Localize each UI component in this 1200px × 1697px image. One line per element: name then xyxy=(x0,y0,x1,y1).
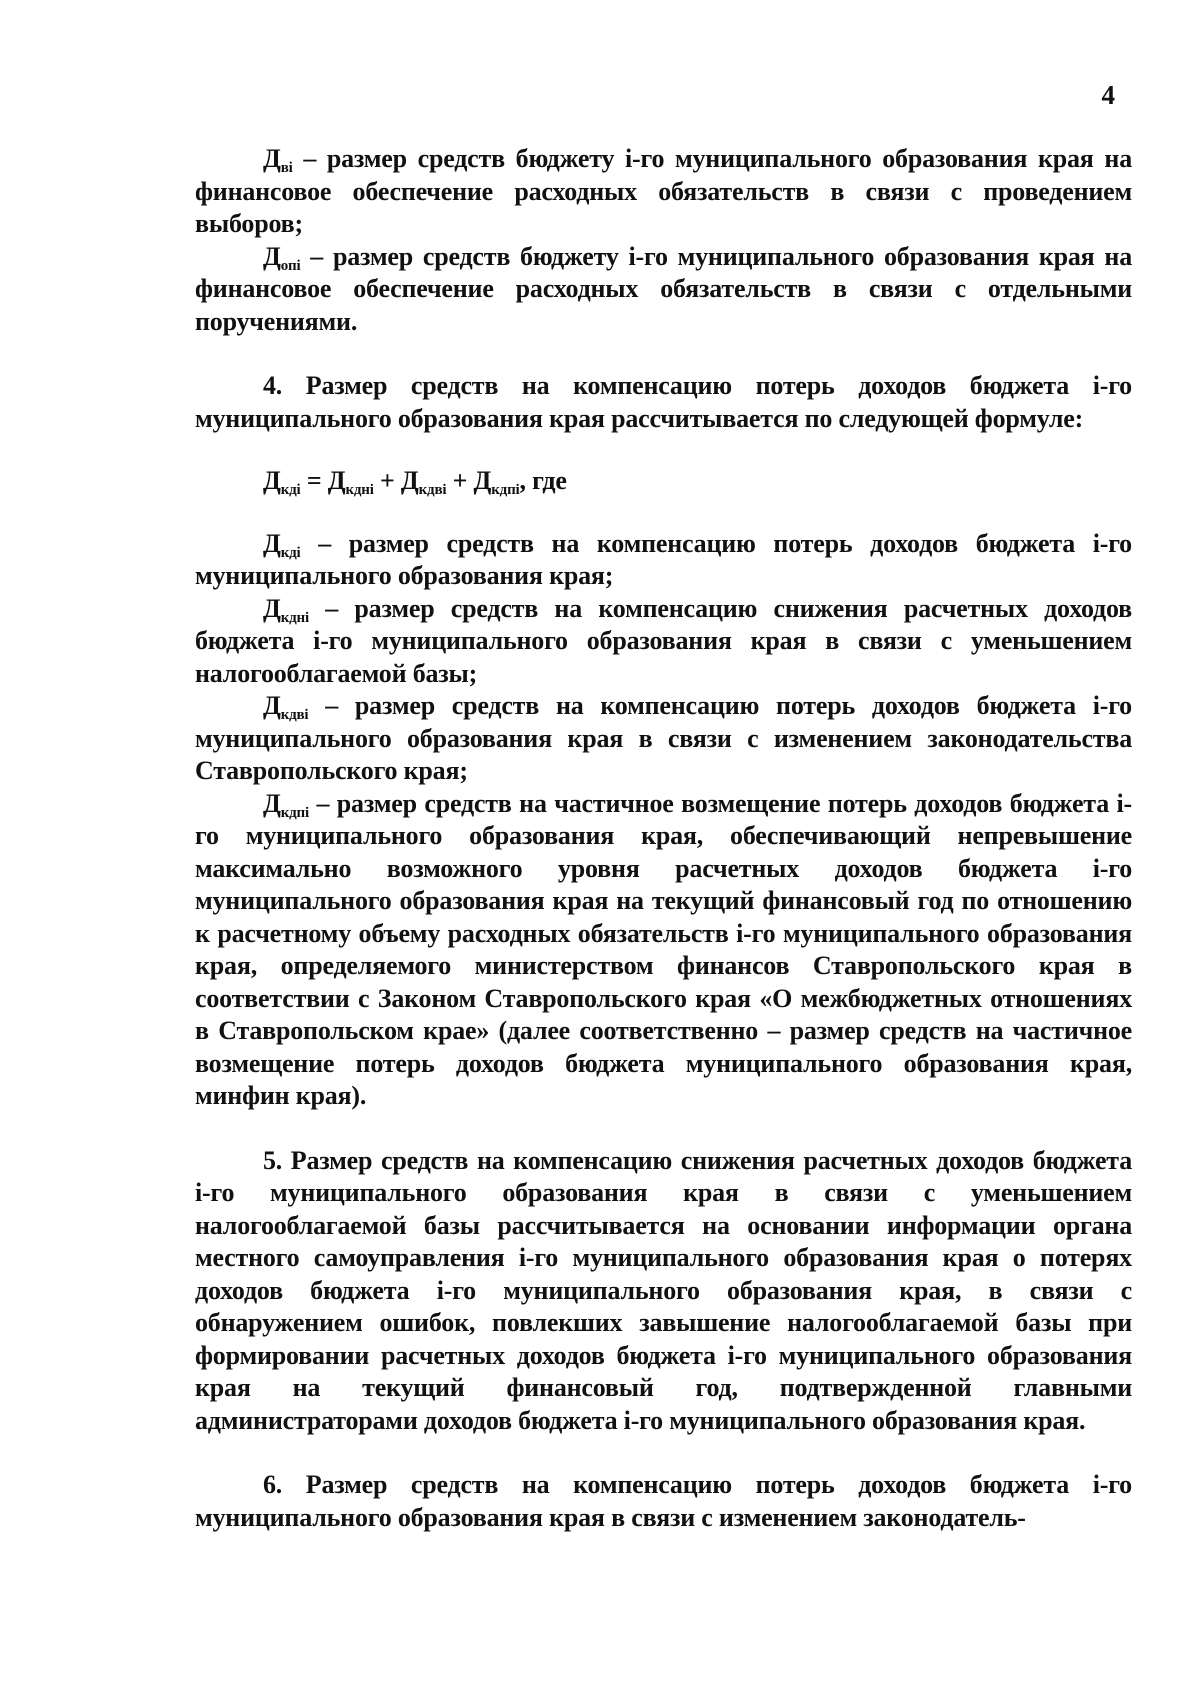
symbol-d-oni: $Д_{oпi}$ xyxy=(263,241,301,274)
page-number: 4 xyxy=(1101,80,1115,110)
paragraph-6: 6. Размер средств на компенсацию потерь доходов бюджета і-го муниципального образования края в связи с изменением законодатель- xyxy=(195,1470,1132,1532)
paragraph-dkdni-definition: $Д_{кдні}$ – размер средств на компенсацию снижения расчетных доходов бюджета і-го муниципального образования края в связи с уменьшением налогооблагаемой базы; xyxy=(195,593,1132,688)
symbol-d-kdi: $Д_{кдi}$ xyxy=(263,466,301,498)
paragraph-dkdi-definition: $Д_{кдi}$ – размер средств на компенсацию потерь доходов бюджета і-го муниципального образования края; xyxy=(195,528,1132,590)
formula-dkdi: $Д_{кдi} = Д_{кдні} + Д_{кдві} + Д_{кдпі}$, где xyxy=(263,466,567,498)
symbol-d-kdni: $Д_{кдні}$ xyxy=(263,593,309,626)
paragraph-dvi-definition: $Д_{вi}$ – размер средств бюджету і-го муниципального образования края на финансовое обеспечение расходных обязательств в связи с проведением выборов; xyxy=(195,144,1132,238)
symbol-d-kdpi: $Д_{кдпі}$ xyxy=(263,788,309,821)
paragraph-doni-definition: $Д_{oпi}$ – размер средств бюджету і-го муниципального образования края на финансовое обеспечение расходных обязательств в связи с отдельными поручениями. xyxy=(195,241,1132,336)
symbol-d-kdpi: $Д_{кдпі}$ xyxy=(473,466,520,498)
symbol-d-vi: $Д_{вi}$ xyxy=(263,144,293,176)
paragraph-5: 5. Размер средств на компенсацию снижения расчетных доходов бюджета і-го муниципального образования края в связи с уменьшением налогооблагаемой базы рассчитывается на основании информации органа местного самоуправления і-го муниципального образования края о потерях доходов бюджета і-го муниципального образования края, в связи с обнаружением ошибок, повлекших завышение налогооблагаемой базы при формировании расчетных доходов бюджета і-го муниципального образования края на текущий финансовый год, подтвержденной главными администраторами доходов бюджета і-го муниципального образования края. xyxy=(195,1145,1132,1435)
document-body xyxy=(195,143,1132,1534)
paragraph-dkdvi-definition: $Д_{кдві}$ – размер средств на компенсацию потерь доходов бюджета і-го муниципального образования края в связи с изменением законодательства Ставропольского края; xyxy=(195,691,1132,785)
symbol-d-kdi: $Д_{кдi}$ xyxy=(263,528,301,561)
symbol-d-kdvi: $Д_{кдві}$ xyxy=(400,466,447,498)
paragraph-dkdpi-definition: $Д_{кдпі}$ – размер средств на частичное возмещение потерь доходов бюджета і-го муниципального образования края, обеспечивающий непревышение максимально возможного уровня расчетных доходов бюджета і-го муниципального образования края на текущий финансовый год по отношению к расчетному объему расходных обязательств і-го муниципального образования края, определяемого министерством финансов Ставропольского края в соответствии с Законом Ставропольского края «О межбюджетных отношениях в Ставропольском крае» (далее соответственно – размер средств на частичное возмещение потерь доходов бюджета муниципального образования края, минфин края). xyxy=(195,788,1132,1110)
paragraph-4: 4. Размер средств на компенсацию потерь доходов бюджета і-го муниципального образования края рассчитывается по следующей формуле: xyxy=(195,371,1132,433)
symbol-d-kdni: $Д_{кдні}$ xyxy=(327,466,374,498)
symbol-d-kdvi: $Д_{кдві}$ xyxy=(263,691,309,723)
